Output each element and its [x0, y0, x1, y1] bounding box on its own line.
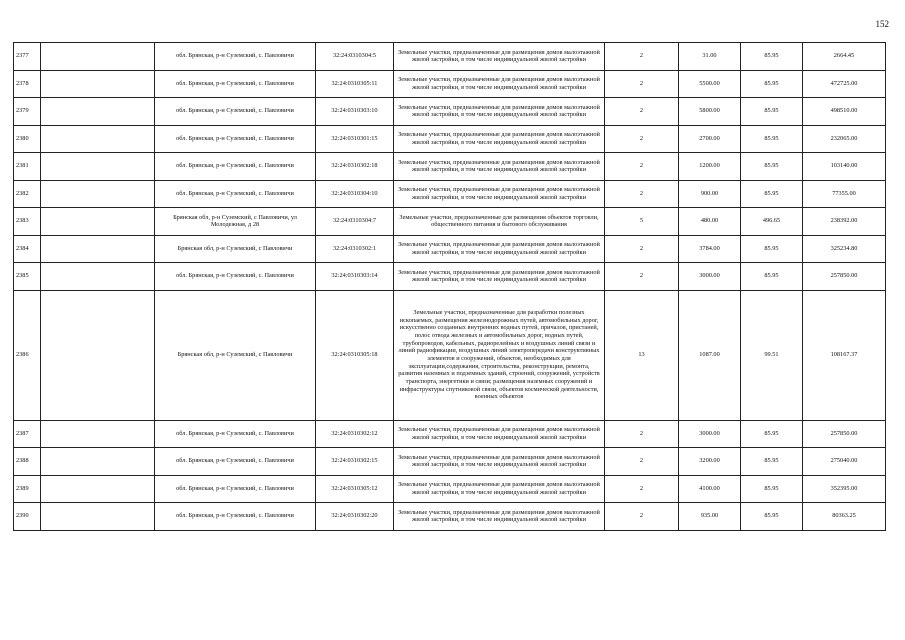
use-code-cell: 2: [605, 98, 679, 126]
use-code-cell: 2: [605, 503, 679, 531]
area-cell: 31.00: [679, 43, 741, 71]
use-code-cell: 2: [605, 263, 679, 291]
cadastral-number-cell: 32:24:0310305:11: [316, 70, 394, 98]
cadastral-value-cell: 325234.80: [803, 235, 886, 263]
rate-cell: 85.95: [741, 475, 803, 503]
row-number-cell: 2379: [14, 98, 41, 126]
cadastral-number-cell: 32:24:0310302:1: [316, 235, 394, 263]
use-code-cell: 2: [605, 43, 679, 71]
land-registry-table: [13, 42, 886, 531]
cadastral-value-cell: 275040.00: [803, 448, 886, 476]
area-cell: 1087.00: [679, 290, 741, 420]
address-cell: обл. Брянская, р-н Суземский, с. Павловичи: [155, 98, 316, 126]
rate-cell: 85.95: [741, 98, 803, 126]
address-cell: обл. Брянская, р-н Суземский, с. Павловичи: [155, 503, 316, 531]
address-cell: обл. Брянская, р-н Суземский, с. Павловичи: [155, 448, 316, 476]
cadastral-number-cell: 32:24:0310302:15: [316, 448, 394, 476]
land-use-cell: Земельные участки, предназначенные для размещения домов малоэтажной жилой застройки, в том числе индивидуальной жилой застройки: [394, 503, 605, 531]
cadastral-number-cell: 32:24:0310303:14: [316, 263, 394, 291]
use-code-cell: 2: [605, 70, 679, 98]
table-row: [14, 43, 886, 71]
cadastral-value-cell: 80363.25: [803, 503, 886, 531]
land-use-cell: Земельные участки, предназначенные для размещения домов малоэтажной жилой застройки, в том числе индивидуальной жилой застройки: [394, 98, 605, 126]
cadastral-number-cell: 32:24:0310302:18: [316, 153, 394, 181]
rate-cell: 85.95: [741, 153, 803, 181]
table-row: [14, 475, 886, 503]
rate-cell: 85.95: [741, 43, 803, 71]
cadastral-number-cell: 32:24:0310301:15: [316, 125, 394, 153]
area-cell: 5800.00: [679, 98, 741, 126]
cadastral-value-cell: 257850.00: [803, 420, 886, 448]
land-use-cell: Земельные участки, предназначенные для размещения объектов торговли, общественного питания и бытового обслуживания: [394, 208, 605, 236]
cadastral-value-cell: 352395.00: [803, 475, 886, 503]
rate-cell: 85.95: [741, 180, 803, 208]
empty-cell: [41, 98, 155, 126]
empty-cell: [41, 290, 155, 420]
address-cell: обл. Брянская, р-н Суземский, с. Павловичи: [155, 125, 316, 153]
area-cell: 3000.00: [679, 420, 741, 448]
rate-cell: 85.95: [741, 125, 803, 153]
area-cell: 3000.00: [679, 263, 741, 291]
area-cell: 5500.00: [679, 70, 741, 98]
rate-cell: 99.51: [741, 290, 803, 420]
land-use-cell: Земельные участки, предназначенные для размещения домов малоэтажной жилой застройки, в том числе индивидуальной жилой застройки: [394, 153, 605, 181]
cadastral-value-cell: 472725.00: [803, 70, 886, 98]
row-number-cell: 2390: [14, 503, 41, 531]
rate-cell: 496.65: [741, 208, 803, 236]
empty-cell: [41, 125, 155, 153]
land-use-cell: Земельные участки, предназначенные для размещения домов малоэтажной жилой застройки, в том числе индивидуальной жилой застройки: [394, 125, 605, 153]
cadastral-number-cell: 32:24:0310305:12: [316, 475, 394, 503]
rate-cell: 85.95: [741, 448, 803, 476]
page-number: 152: [875, 19, 889, 29]
cadastral-value-cell: 257850.00: [803, 263, 886, 291]
use-code-cell: 2: [605, 153, 679, 181]
row-number-cell: 2380: [14, 125, 41, 153]
table-row: [14, 448, 886, 476]
table-row: [14, 180, 886, 208]
land-use-cell: Земельные участки, предназначенные для размещения домов малоэтажной жилой застройки, в том числе индивидуальной жилой застройки: [394, 43, 605, 71]
empty-cell: [41, 235, 155, 263]
cadastral-value-cell: 238392.00: [803, 208, 886, 236]
area-cell: 900.00: [679, 180, 741, 208]
empty-cell: [41, 475, 155, 503]
address-cell: обл. Брянская, р-н Суземский, с. Павловичи: [155, 43, 316, 71]
row-number-cell: 2378: [14, 70, 41, 98]
area-cell: 4100.00: [679, 475, 741, 503]
address-cell: обл. Брянская, р-н Суземский, с. Павловичи: [155, 153, 316, 181]
table-body: [14, 43, 886, 531]
rate-cell: 85.95: [741, 235, 803, 263]
land-use-cell: Земельные участки, предназначенные для размещения домов малоэтажной жилой застройки, в том числе индивидуальной жилой застройки: [394, 235, 605, 263]
rate-cell: 85.95: [741, 263, 803, 291]
empty-cell: [41, 208, 155, 236]
rate-cell: 85.95: [741, 70, 803, 98]
cadastral-value-cell: 498510.00: [803, 98, 886, 126]
cadastral-value-cell: 77355.00: [803, 180, 886, 208]
address-cell: Брянская обл, р-н Суземский, с Павловичи: [155, 290, 316, 420]
area-cell: 3784.00: [679, 235, 741, 263]
address-cell: обл. Брянская, р-н Суземский, с. Павловичи: [155, 70, 316, 98]
address-cell: Брянская обл, р-н Суземский, с Павловичи, ул Молодежная, д 28: [155, 208, 316, 236]
cadastral-number-cell: 32:24:0310304:5: [316, 43, 394, 71]
use-code-cell: 2: [605, 420, 679, 448]
address-cell: обл. Брянская, р-н Суземский, с. Павловичи: [155, 263, 316, 291]
table-row: [14, 208, 886, 236]
row-number-cell: 2386: [14, 290, 41, 420]
area-cell: 1200.00: [679, 153, 741, 181]
table-row: [14, 70, 886, 98]
cadastral-value-cell: 2664.45: [803, 43, 886, 71]
table-row: [14, 235, 886, 263]
land-use-cell: Земельные участки, предназначенные для размещения домов малоэтажной жилой застройки, в том числе индивидуальной жилой застройки: [394, 180, 605, 208]
row-number-cell: 2389: [14, 475, 41, 503]
table-row: [14, 503, 886, 531]
row-number-cell: 2382: [14, 180, 41, 208]
row-number-cell: 2385: [14, 263, 41, 291]
empty-cell: [41, 43, 155, 71]
use-code-cell: 2: [605, 125, 679, 153]
row-number-cell: 2381: [14, 153, 41, 181]
rate-cell: 85.95: [741, 503, 803, 531]
land-use-cell: Земельные участки, предназначенные для размещения домов малоэтажной жилой застройки, в том числе индивидуальной жилой застройки: [394, 475, 605, 503]
empty-cell: [41, 448, 155, 476]
empty-cell: [41, 180, 155, 208]
table-row: [14, 420, 886, 448]
cadastral-number-cell: 32:24:0310304:10: [316, 180, 394, 208]
empty-cell: [41, 70, 155, 98]
use-code-cell: 13: [605, 290, 679, 420]
address-cell: обл. Брянская, р-н Суземский, с. Павловичи: [155, 420, 316, 448]
area-cell: 2700.00: [679, 125, 741, 153]
row-number-cell: 2384: [14, 235, 41, 263]
row-number-cell: 2377: [14, 43, 41, 71]
row-number-cell: 2388: [14, 448, 41, 476]
rate-cell: 85.95: [741, 420, 803, 448]
table-row: [14, 153, 886, 181]
empty-cell: [41, 420, 155, 448]
address-cell: обл. Брянская, р-н Суземский, с. Павловичи: [155, 475, 316, 503]
use-code-cell: 5: [605, 208, 679, 236]
cadastral-value-cell: 108167.37: [803, 290, 886, 420]
land-use-cell: Земельные участки, предназначенные для размещения домов малоэтажной жилой застройки, в том числе индивидуальной жилой застройки: [394, 420, 605, 448]
row-number-cell: 2387: [14, 420, 41, 448]
address-cell: обл. Брянская, р-н Суземский, с. Павловичи: [155, 180, 316, 208]
empty-cell: [41, 153, 155, 181]
use-code-cell: 2: [605, 475, 679, 503]
land-use-cell: Земельные участки, предназначенные для размещения домов малоэтажной жилой застройки, в том числе индивидуальной жилой застройки: [394, 70, 605, 98]
empty-cell: [41, 263, 155, 291]
table-row: [14, 98, 886, 126]
use-code-cell: 2: [605, 235, 679, 263]
land-use-cell: Земельные участки, предназначенные для размещения домов малоэтажной жилой застройки, в том числе индивидуальной жилой застройки: [394, 448, 605, 476]
cadastral-number-cell: 32:24:0310305:18: [316, 290, 394, 420]
empty-cell: [41, 503, 155, 531]
table-row: [14, 263, 886, 291]
area-cell: 480.00: [679, 208, 741, 236]
row-number-cell: 2383: [14, 208, 41, 236]
area-cell: 935.00: [679, 503, 741, 531]
use-code-cell: 2: [605, 448, 679, 476]
table-row: [14, 290, 886, 420]
cadastral-number-cell: 32:24:0310302:20: [316, 503, 394, 531]
address-cell: Брянская обл, р-н Суземский, с Павловичи: [155, 235, 316, 263]
cadastral-value-cell: 232065.00: [803, 125, 886, 153]
land-use-cell: Земельные участки, предназначенные для размещения домов малоэтажной жилой застройки, в том числе индивидуальной жилой застройки: [394, 263, 605, 291]
use-code-cell: 2: [605, 180, 679, 208]
cadastral-value-cell: 103140.00: [803, 153, 886, 181]
table-row: [14, 125, 886, 153]
cadastral-number-cell: 32:24:0310303:10: [316, 98, 394, 126]
land-use-cell: Земельные участки, предназначенные для разработки полезных ископаемых, размещения железнодорожных путей, автомобильных дорог, искусственно созданных внутренних водных путей, причалов, пристаней, полос отвода железных и автомобильных дорог, водных путей, трубопроводов, кабельных, радиорелейных и воздушных линий связи и линий радиофикации, воздушных линий электропередачи конструктивных элементов и сооружений, объектов, необходимых для эксплуатации,содержания, строительства, реконструкции, ремонта, развития наземных и подземных зданий, строений, сооружений, устройств транспорта, энергетики и связи; размещения наземных сооружений и инфраструктуры спутниковой связи, объектов космической деятельности, военных объектов: [394, 290, 605, 420]
area-cell: 3200.00: [679, 448, 741, 476]
cadastral-number-cell: 32:24:0310304:7: [316, 208, 394, 236]
cadastral-number-cell: 32:24:0310302:12: [316, 420, 394, 448]
